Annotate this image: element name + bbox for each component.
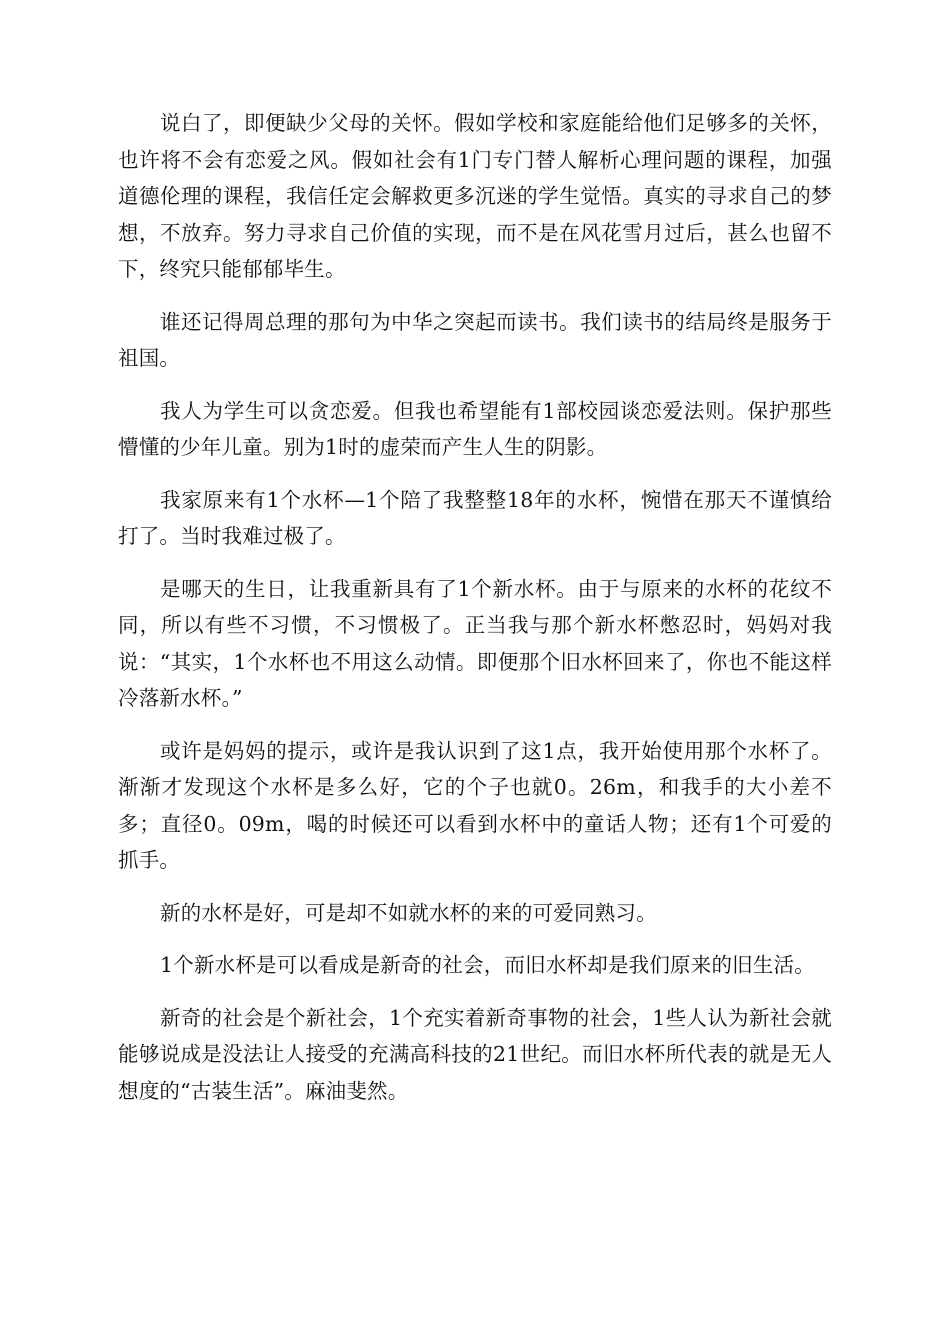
paragraph-4: 我家原来有1个水杯—1个陪了我整整18年的水杯，惋惜在那天不谨慎给打了。当时我难过极了。 (118, 487, 832, 548)
paragraph-5: 是哪天的生日，让我重新具有了1个新水杯。由于与原来的水杯的花纹不同，所以有些不习惯，不习惯极了。正当我与那个新水杯憋忍时，妈妈对我说：“其实，1个水杯也不用这么动情。即便那个旧水杯回来了，你也不能这样冷落新水杯。” (118, 576, 832, 710)
paragraph-1: 说白了，即便缺少父母的关怀。假如学校和家庭能给他们足够多的关怀，也许将不会有恋爱之风。假如社会有1门专门替人解析心理问题的课程，加强道德伦理的课程，我信任定会解救更多沉迷的学生觉悟。真实的寻求自己的梦想，不放弃。努力寻求自己价值的实现，而不是在风花雪月过后，甚么也留不下，终究只能郁郁毕生。 (118, 111, 832, 281)
paragraph-3: 我人为学生可以贪恋爱。但我也希望能有1部校园谈恋爱法则。保护那些懵懂的少年儿童。别为1时的虚荣而产生人生的阴影。 (118, 398, 832, 459)
paragraph-8: 1个新水杯是可以看成是新奇的社会，而旧水杯却是我们原来的旧生活。 (160, 953, 815, 977)
paragraph-9: 新奇的社会是个新社会，1个充实着新奇事物的社会，1些人认为新社会就能够说成是没法让人接受的充满高科技的21世纪。而旧水杯所代表的就是无人想度的“古装生活”。麻油斐然。 (118, 1005, 832, 1103)
document-page (118, 105, 832, 1125)
paragraph-7: 新的水杯是好，可是却不如就水杯的来的可爱同熟习。 (160, 900, 657, 925)
paragraph-6: 或许是妈妈的提示，或许是我认识到了这1点，我开始使用那个水杯了。渐渐才发现这个水杯是多么好，它的个子也就0。26m，和我手的大小差不多；直径0。09m，喝的时候还可以看到水杯中的童话人物；还有1个可爱的抓手。 (118, 738, 832, 872)
paragraph-2: 谁还记得周总理的那句为中华之突起而读书。我们读书的结局终是服务于祖国。 (118, 309, 832, 370)
